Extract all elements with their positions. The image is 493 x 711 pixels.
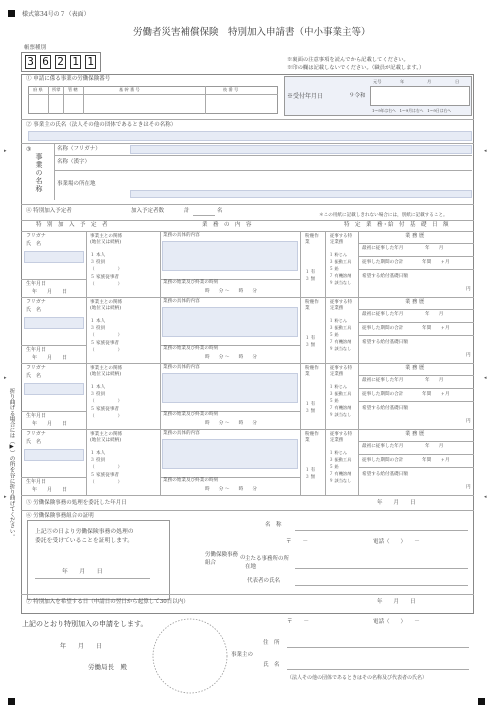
yen-unit: 円: [466, 287, 471, 292]
date-head-year: 年: [400, 79, 405, 84]
specific-option[interactable]: ５ 鉛: [329, 332, 339, 337]
work-detail-field[interactable]: [162, 439, 298, 469]
specific-job-label: 従事する特定業務: [330, 300, 352, 311]
earliest-field[interactable]: 年 月: [425, 378, 444, 383]
specific-option[interactable]: ７ 有機溶剤: [329, 405, 352, 410]
relation-label: 事業主との関係 (地位又は続柄): [90, 366, 123, 377]
cert-text-2: 委託を受けていることを証明します。: [35, 538, 134, 544]
relation-option[interactable]: （ ）: [90, 267, 123, 272]
business-location-field[interactable]: [130, 190, 472, 198]
relation-label: 事業主との関係 (地位又は続柄): [90, 234, 123, 245]
total-label: 計: [184, 208, 190, 214]
form-type-digit: 1: [70, 55, 81, 69]
seal-circle: [151, 617, 229, 695]
desired-label: 希望する給付基礎日額: [362, 472, 408, 477]
specific-option[interactable]: ５ 鉛: [329, 464, 339, 469]
col-office: 管 轄: [68, 87, 78, 92]
specific-option[interactable]: １ 粉じん: [329, 450, 348, 455]
powder-label: 粉塵作業: [305, 432, 319, 443]
page-title: 労働者災害補償保険 特別加入申請書（中小事業主等）: [133, 27, 371, 38]
powder-label: 粉塵作業: [305, 234, 319, 245]
union-address-field[interactable]: [295, 568, 468, 569]
footer-postal[interactable]: 〒 －: [287, 619, 310, 625]
specific-option[interactable]: ７ 有機溶剤: [329, 471, 352, 476]
specific-option[interactable]: ９ 該当なし: [329, 346, 352, 351]
address-label: 住 所: [263, 640, 280, 646]
powder-option[interactable]: ３ 無: [305, 409, 316, 414]
name-kana-label: 名称（フリガナ）: [57, 146, 101, 152]
relation-option[interactable]: ３ 役員: [90, 392, 106, 397]
relation-option[interactable]: （ ）: [90, 399, 123, 404]
relation-option[interactable]: （ ）: [90, 414, 123, 419]
relation-option[interactable]: （ ）: [90, 348, 123, 353]
powder-option[interactable]: １ 有: [305, 270, 316, 275]
form-type-digit: 1: [85, 55, 96, 69]
furigana-label: フリガナ: [26, 365, 46, 371]
rep-name-label: 代表者の氏名: [247, 578, 281, 584]
birth-label: 生年月日: [26, 413, 47, 419]
powder-option[interactable]: ３ 無: [305, 277, 316, 282]
work-detail-field[interactable]: [162, 307, 298, 337]
union-name-field[interactable]: [295, 530, 468, 531]
total-years-label: 従事した期間の合計: [362, 392, 404, 397]
birth-label: 生年月日: [26, 281, 47, 287]
work-time-field[interactable]: 時 分 〜 時 分: [205, 289, 257, 294]
specific-option[interactable]: ７ 有機溶剤: [329, 339, 352, 344]
relation-label: 事業主との関係 (地位又は続柄): [90, 432, 123, 443]
footer-phone[interactable]: 電話（ ） －: [373, 619, 420, 625]
yen-unit: 円: [466, 419, 471, 424]
work-time-label: 業務の始業及び終業の時刻: [163, 280, 219, 285]
birth-label: 生年月日: [26, 479, 47, 485]
history-label: 業 務 歴: [405, 431, 425, 437]
name-label: 氏 名: [26, 241, 42, 247]
furigana-label: フリガナ: [26, 233, 46, 239]
sec6-label: ⑥ 労働保険事務組合の証明: [26, 513, 94, 519]
registration-mark-bottom-left: [8, 698, 15, 705]
note-read-back: ※裏面の注意事項を読んでから記載してください。: [287, 57, 409, 63]
relation-label: 事業主との関係 (地位又は続柄): [90, 300, 123, 311]
planned-count-field[interactable]: [193, 215, 215, 216]
note-staff-only: ※印の欄は記載しないでください。（職員が記載します。）: [287, 65, 425, 71]
sec3-side-label: 事業の名称: [35, 153, 43, 193]
total-years-field[interactable]: 年間 ヶ月: [422, 392, 450, 397]
birth-date[interactable]: 年 月 日: [32, 421, 68, 427]
desired-label: 希望する給付基礎日額: [362, 406, 408, 411]
powder-label: 粉塵作業: [305, 366, 319, 377]
relation-option[interactable]: ３ 役員: [90, 458, 106, 463]
apply-text: 上記のとおり特別加入の申請をします。: [22, 620, 148, 628]
date-note: 1〜9年は右へ 1〜9月は右へ 1〜9日は右へ: [372, 108, 452, 113]
furigana-label: フリガナ: [26, 299, 46, 305]
footer-note: （法人その他の団体であるときはその名称及び代表者の氏名）: [287, 675, 428, 681]
work-time-field[interactable]: 時 分 〜 時 分: [205, 487, 257, 492]
specific-option[interactable]: ９ 該当なし: [329, 280, 352, 285]
relation-option[interactable]: １ 本人: [90, 451, 106, 456]
specific-option[interactable]: １ 粉じん: [329, 384, 348, 389]
total-years-field[interactable]: 年間 ヶ月: [422, 458, 450, 463]
earliest-label: 最初に従事した年月: [362, 312, 404, 317]
fold-mark-right: ◂: [484, 375, 487, 381]
work-detail-label: 業務の具体的内容: [163, 233, 200, 238]
col-base-number: 基 幹 番 号: [119, 87, 140, 92]
date-head-month: 月: [427, 79, 432, 84]
total-years-field[interactable]: 年間 ヶ月: [422, 326, 450, 331]
history-label: 業 務 歴: [405, 365, 425, 371]
history-label: 業 務 歴: [405, 233, 425, 239]
fold-mark-left: ▸: [4, 494, 7, 500]
business-name-kana-field[interactable]: [130, 145, 472, 154]
history-label: 業 務 歴: [405, 299, 425, 305]
sec7-date[interactable]: 年 月 日: [377, 599, 416, 605]
union-office-label: 主たる事務所の所在地: [245, 556, 290, 570]
specific-job-label: 従事する特定業務: [330, 366, 352, 377]
powder-option[interactable]: １ 有: [305, 402, 316, 407]
union-no: の: [240, 555, 246, 561]
date-head-day: 日: [455, 79, 460, 84]
person-name-field[interactable]: [24, 383, 84, 395]
fold-mark-left: ▸: [4, 148, 7, 154]
applicant-name-field[interactable]: [287, 669, 469, 670]
work-detail-field[interactable]: [162, 373, 298, 403]
total-years-field[interactable]: 年間 ヶ月: [422, 260, 450, 265]
rep-name-field[interactable]: [295, 585, 468, 586]
earliest-field[interactable]: 年 月: [425, 246, 444, 251]
yen-unit: 円: [466, 353, 471, 358]
work-detail-label: 業務の具体的内容: [163, 365, 200, 370]
union-postal[interactable]: 〒 －: [286, 539, 309, 545]
specific-option[interactable]: ３ 振動工具: [329, 259, 352, 264]
powder-label: 粉塵作業: [305, 300, 319, 311]
form-type-label: 帳票種別: [24, 45, 47, 51]
work-detail-label: 業務の具体的内容: [163, 431, 200, 436]
specific-option[interactable]: ９ 該当なし: [329, 412, 352, 417]
registration-mark-bottom-right: [478, 698, 485, 705]
relation-option[interactable]: （ ）: [90, 480, 123, 485]
total-years-label: 従事した期間の合計: [362, 260, 404, 265]
powder-option[interactable]: ３ 無: [305, 343, 316, 348]
col-head-person: 特 別 加 入 予 定 者: [36, 222, 108, 228]
sec7-label: ⑦ 特別加入を希望する日（申請日の翌日から起算して30日以内）: [26, 599, 189, 605]
yen-unit: 円: [466, 485, 471, 490]
relation-option[interactable]: ５ 家族従事者: [90, 341, 120, 346]
applicant-address-field[interactable]: [287, 647, 469, 648]
union-label: 労働保険事務組合: [205, 552, 239, 566]
birth-label: 生年月日: [26, 347, 47, 353]
name-label: 氏 名: [26, 373, 42, 379]
sec3-circle-num: ③: [26, 146, 32, 153]
relation-option[interactable]: １ 本人: [90, 253, 106, 258]
specific-option[interactable]: １ 粉じん: [329, 318, 348, 323]
insurance-number-box[interactable]: [28, 86, 278, 114]
name-label: 氏 名: [263, 662, 280, 668]
apply-date[interactable]: 年 月 日: [60, 643, 103, 650]
earliest-label: 最初に従事した年月: [362, 246, 404, 251]
person-name-field[interactable]: [24, 317, 84, 329]
relation-option[interactable]: ３ 役員: [90, 260, 106, 265]
col-head-work: 業 務 の 内 容: [202, 222, 252, 228]
total-years-label: 従事した期間の合計: [362, 458, 404, 463]
specific-option[interactable]: １ 粉じん: [329, 252, 348, 257]
fold-mark-right: ◂: [484, 494, 487, 500]
work-time-label: 業務の始業及び終業の時刻: [163, 412, 219, 417]
union-phone[interactable]: 電話（ ） －: [373, 539, 420, 545]
relation-option[interactable]: ５ 家族従事者: [90, 473, 120, 478]
specific-option[interactable]: ９ 該当なし: [329, 478, 352, 483]
sec5-label: ⑤ 労働保険事務の処理を委託した年月日: [26, 500, 127, 506]
applicant-label: 事業主の: [231, 652, 254, 658]
cert-date[interactable]: 年 月 日: [62, 569, 103, 575]
birth-date[interactable]: 年 月 日: [32, 355, 68, 361]
work-detail-label: 業務の具体的内容: [163, 299, 200, 304]
relation-option[interactable]: ５ 家族従事者: [90, 407, 120, 412]
earliest-label: 最初に従事した年月: [362, 378, 404, 383]
name-label: 氏 名: [26, 307, 42, 313]
name-label: 氏 名: [26, 439, 42, 445]
birth-date[interactable]: 年 月 日: [32, 289, 68, 295]
person-unit: 名: [217, 208, 223, 214]
planned-count-label: 加入予定者数: [131, 208, 165, 214]
powder-option[interactable]: １ 有: [305, 336, 316, 341]
sec4-label: ④ 特別加入予定者: [26, 208, 72, 214]
form-type-digit: 2: [55, 55, 66, 69]
person-name-field[interactable]: [24, 251, 84, 263]
registration-mark-top-left: [8, 10, 15, 17]
name-kanji-label: 名称（漢字）: [57, 159, 91, 165]
specific-option[interactable]: ７ 有機溶剤: [329, 273, 352, 278]
powder-option[interactable]: １ 有: [305, 468, 316, 473]
specific-option[interactable]: ５ 鉛: [329, 398, 339, 403]
date-head-era: 元号: [373, 79, 382, 84]
relation-option[interactable]: （ ）: [90, 333, 123, 338]
form-type-digit: 6: [40, 55, 51, 69]
desired-label: 希望する給付基礎日額: [362, 274, 408, 279]
col-branch-number: 枝 番 号: [223, 87, 239, 92]
work-time-label: 業務の始業及び終業の時刻: [163, 346, 219, 351]
location-label: 事業場の所在地: [57, 181, 96, 187]
sec1-label: ① 申請に係る事業の労働保険番号: [26, 76, 111, 82]
work-time-field[interactable]: 時 分 〜 時 分: [205, 421, 257, 426]
relation-option[interactable]: １ 本人: [90, 319, 106, 324]
specific-option[interactable]: ３ 振動工具: [329, 325, 352, 330]
specific-job-label: 従事する特定業務: [330, 432, 352, 443]
earliest-field[interactable]: 年 月: [425, 312, 444, 317]
furigana-label: フリガナ: [26, 431, 46, 437]
col-jurisdiction: 所掌: [52, 87, 61, 92]
work-detail-field[interactable]: [162, 241, 298, 271]
relation-option[interactable]: ３ 役員: [90, 326, 106, 331]
union-name-label: 名 称: [265, 522, 282, 528]
specific-job-label: 従事する特定業務: [330, 234, 352, 245]
cert-text-1: 上記⑤の日より労働保険事務の処理の: [35, 529, 134, 535]
overflow-note: ＊この用紙に記載しきれない場合には，別紙に記載すること。: [319, 213, 448, 218]
sec2-label: ② 事業主の氏名（法人その他の団体であるときはその名称）: [26, 122, 177, 128]
relation-option[interactable]: （ ）: [90, 465, 123, 470]
total-years-label: 従事した期間の合計: [362, 326, 404, 331]
earliest-label: 最初に従事した年月: [362, 444, 404, 449]
relation-option[interactable]: １ 本人: [90, 385, 106, 390]
form-type-digit: 3: [25, 55, 36, 69]
birth-date[interactable]: 年 月 日: [32, 487, 68, 493]
form-number: 様式第34号の７（表面）: [22, 11, 90, 18]
bureau-addressee: 労働局長 殿: [88, 663, 127, 671]
work-time-field[interactable]: 時 分 〜 時 分: [205, 355, 257, 360]
sec5-date[interactable]: 年 月 日: [377, 500, 416, 506]
receipt-date-label: ※受付年月日: [287, 93, 324, 100]
desired-label: 希望する給付基礎日額: [362, 340, 408, 345]
fold-mark-right: ◂: [484, 148, 487, 154]
specific-option[interactable]: ３ 振動工具: [329, 457, 352, 462]
powder-option[interactable]: ３ 無: [305, 475, 316, 480]
person-name-field[interactable]: [24, 449, 84, 461]
col-head-specific: 特 定 業 務・給 付 基 礎 日 額: [344, 222, 449, 228]
fold-mark-left: ▸: [4, 375, 7, 381]
era-label: ９令和: [349, 93, 366, 99]
specific-option[interactable]: ５ 鉛: [329, 266, 339, 271]
work-time-label: 業務の始業及び終業の時刻: [163, 478, 219, 483]
fold-note: 折り曲げる場合には（▶）の所を谷に折り曲げてください。: [8, 388, 15, 540]
earliest-field[interactable]: 年 月: [425, 444, 444, 449]
receipt-date-cells: [370, 86, 470, 106]
relation-option[interactable]: （ ）: [90, 282, 123, 287]
employer-name-field[interactable]: [28, 131, 472, 141]
specific-option[interactable]: ３ 振動工具: [329, 391, 352, 396]
relation-option[interactable]: ５ 家族従事者: [90, 275, 120, 280]
col-prefecture: 府 県: [33, 87, 43, 92]
